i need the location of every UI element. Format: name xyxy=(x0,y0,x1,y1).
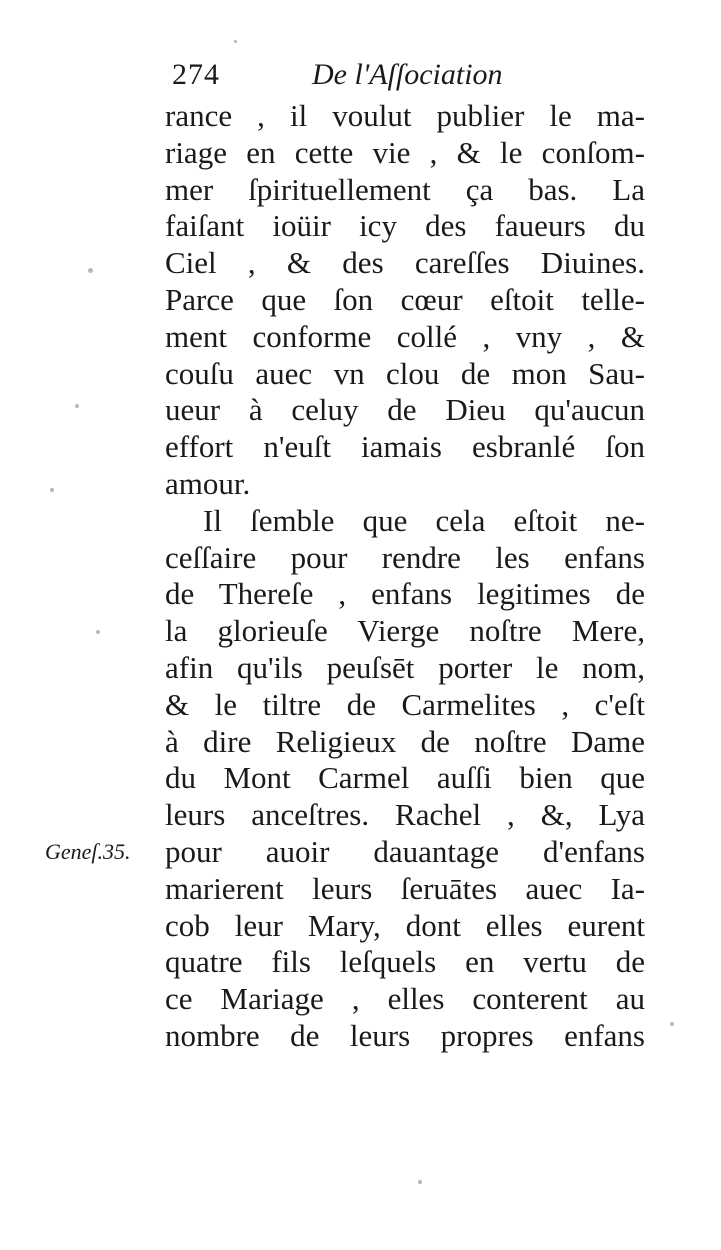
paper-speck xyxy=(88,268,93,273)
text-line: nombre de leurs propres enfans xyxy=(165,1017,645,1053)
text-line: riage en cette vie , & le conſom- xyxy=(165,134,645,170)
page-header xyxy=(172,58,652,98)
text-line: effort n'euſt iamais esbranlé ſon xyxy=(165,429,645,465)
text-line: à dire Religieux de noſtre Dame xyxy=(165,723,645,759)
text-line: rance , il voulut publier le ma- xyxy=(165,98,645,133)
text-line: mer ſpirituellement ça bas. La xyxy=(165,171,645,207)
text-line: Il ſemble que cela eſtoit ne- xyxy=(203,502,645,538)
text-line: du Mont Carmel auſſi bien que xyxy=(165,760,645,796)
text-line: & le tiltre de Carmelites , c'eſt xyxy=(165,686,645,722)
watermark xyxy=(582,1210,584,1222)
paper-speck xyxy=(75,404,79,408)
text-line: ment conforme collé , vny , & xyxy=(165,318,645,354)
text-line: de Thereſe , enfans legitimes de xyxy=(165,576,645,612)
text-line: amour. xyxy=(165,465,251,501)
margin-note: Geneſ.35. xyxy=(45,839,131,864)
text-line: ce Mariage , elles conterent au xyxy=(165,981,645,1017)
running-title: De l'Aſſociation xyxy=(312,58,503,91)
paper-speck xyxy=(670,1022,674,1026)
text-line: ueur à celuy de Dieu qu'aucun xyxy=(165,392,645,428)
text-line: la glorieuſe Vierge noſtre Mere, xyxy=(165,613,645,649)
paper-speck xyxy=(418,1180,422,1184)
text-line: pour auoir dauantage d'enfans xyxy=(165,833,645,869)
paper-speck xyxy=(96,630,100,634)
text-line: Parce que ſon cœur eſtoit telle- xyxy=(165,281,645,317)
text-line: marierent leurs ſeruātes auec Ia- xyxy=(165,870,645,906)
page-number: 274 xyxy=(172,58,220,91)
text-line: cob leur Mary, dont elles eurent xyxy=(165,907,645,943)
text-line: faiſant ioüir icy des faueurs du xyxy=(165,208,645,244)
text-line: quatre fils leſquels en vertu de xyxy=(165,944,645,980)
body-text xyxy=(165,98,645,1055)
text-line: Ciel , & des careſſes Diuines. xyxy=(165,245,645,281)
paper-speck xyxy=(50,488,54,492)
text-line: couſu auec vn clou de mon Sau- xyxy=(165,355,645,391)
text-line: afin qu'ils peuſsēt porter le nom, xyxy=(165,649,645,685)
text-line: leurs anceſtres. Rachel , &, Lya xyxy=(165,797,645,833)
text-line: ceſſaire pour rendre les enfans xyxy=(165,539,645,575)
paper-speck xyxy=(234,40,237,43)
